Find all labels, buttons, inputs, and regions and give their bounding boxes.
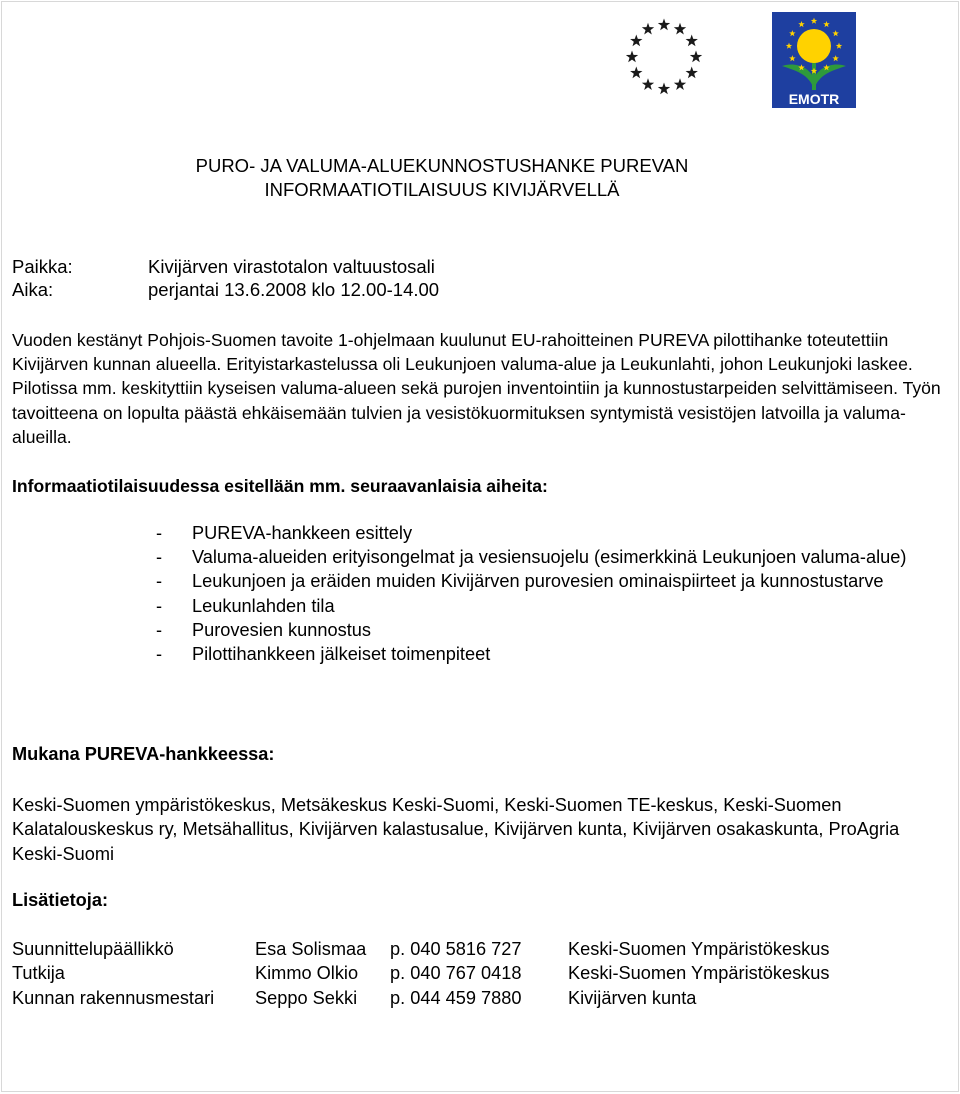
star-icon bbox=[642, 78, 654, 90]
star-icon bbox=[626, 51, 638, 63]
contact-phone: p. 040 767 0418 bbox=[390, 963, 522, 984]
contact-role: Kunnan rakennusmestari bbox=[12, 987, 215, 1008]
star-icon bbox=[630, 35, 642, 47]
event-info bbox=[12, 255, 439, 301]
table-row bbox=[12, 961, 829, 985]
table-row bbox=[12, 986, 829, 1010]
star-icon bbox=[686, 35, 698, 47]
topic-text: Pilottihankkeen jälkeiset toimenpiteet bbox=[192, 644, 491, 665]
time-value: perjantai 13.6.2008 klo 12.00-14.00 bbox=[148, 279, 440, 300]
contact-org: Kivijärven kunta bbox=[568, 987, 697, 1008]
info-row-place bbox=[12, 255, 439, 278]
emotr-flower-icon bbox=[772, 12, 856, 108]
star-icon bbox=[674, 23, 686, 35]
contact-phone: p. 040 5816 727 bbox=[390, 939, 522, 959]
title-line-1: PURO- JA VALUMA-ALUEKUNNOSTUSHANKE PUREVAN bbox=[195, 155, 689, 176]
list-item: - Leukunjoen ja eräiden muiden Kivijärven purovesien ominaispiirteet ja kunnostustarve bbox=[156, 569, 936, 593]
star-icon bbox=[658, 19, 670, 31]
contact-name: Seppo Sekki bbox=[255, 987, 358, 1008]
topic-text: Leukunlahden tila bbox=[192, 595, 335, 616]
star-icon bbox=[630, 67, 642, 79]
star-icon bbox=[674, 78, 686, 90]
description-paragraph: Vuoden kestänyt Pohjois-Suomen tavoite 1-ohjelmaan kuulunut EU-rahoitteinen PUREVA pilottihanke toteutettiin Kivijärven kunnan alueella. Erityistarkastelussa oli Leukunjoen valuma-alue ja Leukunlahti, johon Leukunjoki laskee. Pilotissa mm. keskityttiin kyseisen valuma-alueen sekä purojen inventointiin ja kunnostustarpeiden selvittämiseen. Työn tavoitteena on lopulta päästä ehkäisemään tulvien ja vesistökuormituksen syntymistä vesistöjen latvoilla ja valuma-alueilla. bbox=[12, 330, 941, 447]
table-row bbox=[12, 937, 829, 961]
topic-text: PUREVA-hankkeen esittely bbox=[192, 523, 413, 543]
star-icon bbox=[690, 51, 702, 63]
document-page bbox=[1, 1, 959, 1092]
partners-heading: Mukana PUREVA-hankkeessa: bbox=[12, 744, 275, 764]
contact-name: Kimmo Olkio bbox=[255, 963, 359, 984]
contact-name: Esa Solismaa bbox=[255, 939, 367, 959]
place-value: Kivijärven virastotalon valtuustosali bbox=[148, 256, 435, 277]
title-line-2: INFORMAATIOTILAISUUS KIVIJÄRVELLÄ bbox=[264, 179, 620, 200]
contact-role: Tutkija bbox=[12, 963, 65, 984]
list-item: - Purovesien kunnostus bbox=[156, 618, 936, 642]
contact-phone: p. 044 459 7880 bbox=[390, 987, 522, 1008]
list-item: - Leukunlahden tila bbox=[156, 594, 936, 618]
star-icon bbox=[642, 23, 654, 35]
contacts-table bbox=[12, 937, 829, 1010]
topic-text: Purovesien kunnostus bbox=[192, 619, 371, 640]
contact-org: Keski-Suomen Ympäristökeskus bbox=[568, 963, 830, 984]
document-title bbox=[2, 154, 882, 202]
list-item: - Valuma-alueiden erityisongelmat ja vesiensuojelu (esimerkkinä Leukunjoen valuma-alue) bbox=[156, 545, 936, 569]
partners-paragraph: Keski-Suomen ympäristökeskus, Metsäkeskus Keski-Suomi, Keski-Suomen TE-keskus, Keski-Suomen Kalatalouskeskus ry, Metsähallitus, Kivijärven kalastusalue, Kivijärven kunta, Kivijärven osakaskunta, ProAgria Keski-Suomi bbox=[12, 795, 900, 864]
topic-text: Valuma-alueiden erityisongelmat ja vesiensuojelu (esimerkkinä Leukunjoen valuma-alue) bbox=[192, 547, 907, 568]
contact-role: Suunnittelupäällikkö bbox=[12, 939, 174, 959]
list-item: - PUREVA-hankkeen esittely bbox=[156, 521, 936, 545]
list-item: - Pilottihankkeen jälkeiset toimenpiteet bbox=[156, 642, 936, 666]
contact-org: Keski-Suomen Ympäristökeskus bbox=[568, 939, 830, 959]
topics-heading: Informaatiotilaisuudessa esitellään mm. seuraavanlaisia aiheita: bbox=[12, 476, 548, 496]
emotr-logo-text: EMOTR bbox=[788, 91, 840, 107]
eu-stars-icon bbox=[626, 12, 769, 102]
star-icon bbox=[658, 83, 670, 95]
topics-list bbox=[156, 521, 936, 666]
time-label: Aika: bbox=[12, 279, 54, 300]
contacts-heading: Lisätietoja: bbox=[12, 890, 109, 910]
place-label: Paikka: bbox=[12, 256, 73, 277]
topic-text: Leukunjoen ja eräiden muiden Kivijärven purovesien ominaispiirteet ja kunnostustarve bbox=[192, 571, 884, 592]
info-row-time bbox=[12, 278, 439, 301]
star-icon bbox=[686, 67, 698, 79]
